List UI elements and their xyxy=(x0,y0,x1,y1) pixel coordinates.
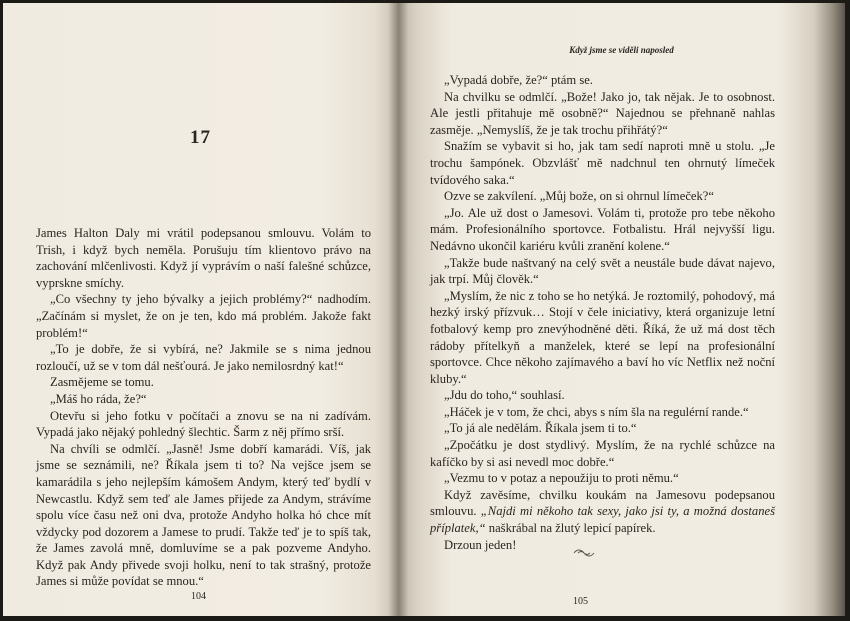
paragraph: Na chvilku se odmlčí. „Bože! Jako jo, tak nějak. Je to osobnost. Ale jestli přitahuje mě osobně?“ Najednou se přehnaně nahlas zasměje. „Nemyslíš, že je tak trochu přihřátý?“ xyxy=(430,89,775,137)
paragraph-text: naškrábal na žlutý lepicí papírek. xyxy=(488,521,656,536)
closing-line: Drzoun jeden! xyxy=(444,537,517,552)
running-head: Když jsme se viděli naposled xyxy=(569,45,674,55)
chapter-number: 17 xyxy=(190,127,211,148)
left-page xyxy=(3,3,398,616)
paragraph-text: Když zavěsíme, chvilku koukám na Jamesovu podepsanou smlouvu. xyxy=(430,487,775,519)
paragraph: James Halton Daly mi vrátil podepsanou smlouvu. Volám to Trish, i když bych neměla. Porušuju tím klientovo právo na zachování mlčenlivosti. Když jí vyprávím o naší falešné schůzce, vyprskne smíchy. xyxy=(36,226,371,290)
paragraph: „Zpočátku je dost stydlivý. Myslím, že na rychlé schůzce na kafíčko by si asi nevedl moc dobře.“ xyxy=(430,438,775,469)
paragraph: „Takže bude naštvaný na celý svět a neustále bude dávat najevo, jak trpí. Můj člověk.“ xyxy=(430,255,775,287)
book-spread xyxy=(3,3,845,616)
right-page-body xyxy=(430,72,775,553)
paragraph: „Co všechny ty jeho bývalky a jejich problémy?“ nadhodím. „Začínám si myslet, že on je ten, kdo má problém. Jakože fakt problém!“ xyxy=(36,292,371,340)
paragraph: „Vezmu to v potaz a nepoužiju to proti němu.“ xyxy=(444,471,679,486)
paragraph: „Máš ho ráda, že?“ xyxy=(50,391,147,406)
paragraph: Zasmějeme se tomu. xyxy=(50,375,154,390)
paragraph: Otevřu si jeho fotku v počítači a znovu se na ni zadívám. Vypadá jako nějaký pohledný šlechtic. Šarm z něj přímo srší. xyxy=(36,408,371,440)
flourish-ornament-icon xyxy=(572,548,596,558)
italic-quote: „Najdi mi někoho tak sexy, jako jsi ty, a možná dostaneš příplatek,“ xyxy=(430,504,775,536)
left-page-body xyxy=(36,225,371,590)
paragraph: Ozve se zakvílení. „Můj bože, on si ohrnul límeček?“ xyxy=(444,189,714,204)
paragraph: Na chvíli se odmlčí. „Jasně! Jsme dobří kamarádi. Víš, jak jsme se seznámili, ne? Říkala jsem ti to? Na vejšce jsem se kamarádila s jeho nejlepším kámošem Andym, který teď bydlí v Newcastlu. Když sem teď ale James přijede za Andym, strávíme spolu více času než oni dva, protože Andyho holka hó chce mít vždycky pod dozorem a Jamese to prudí. Takže teď je to spíš tak, že James zavolá mně, domluvíme se a pak pozveme Andyho. Když pak Andy přivede svoji holku, není to tak strašný, protože James si může povídat se mnou.“ xyxy=(36,441,371,589)
paragraph: „Myslím, že nic z toho se ho netýká. Je roztomilý, pohodový, má hezký irský přízvuk… Stojí v čele iniciativy, která organizuje letní fotbalový kemp pro znevýhodněné děti. Říká, že už má dost těch rádoby přítelkyň a manželek, které se lepí na profesionální sportovce. Chce někoho zajímavého a baví ho víc Netflix než noční kluby.“ xyxy=(430,288,775,386)
paragraph: „To je dobře, že si vybírá, ne? Jakmile se s nima jednou rozloučí, už se v tom dál nešťourá. Je jako nemilosrdný kat!“ xyxy=(36,342,371,373)
paragraph: „Jo. Ale už dost o Jamesovi. Volám ti, protože pro tebe někoho mám. Profesionálního sportovce. Fotbalistu. Hrál nejvyšší ligu. Nedávno ukončil kariéru kvůli zranění kolene.“ xyxy=(430,205,775,253)
page-number-right: 105 xyxy=(573,596,588,607)
right-page xyxy=(398,3,845,616)
paragraph: „Háček je v tom, že chci, abys s ním šla na regulérní rande.“ xyxy=(444,404,749,419)
paragraph: „To já ale nedělám. Říkala jsem ti to.“ xyxy=(444,421,637,436)
page-number-left: 104 xyxy=(191,591,206,602)
paragraph: „Jdu do toho,“ souhlasí. xyxy=(444,388,565,403)
paragraph: „Vypadá dobře, že?“ ptám se. xyxy=(444,73,593,87)
paragraph: Snažím se vybavit si ho, jak tam sedí naproti mně u stolu. „Je trochu šampónek. Obzvlášť mě nadchnul ten ohrnutý límeček tvídového saka.“ xyxy=(430,139,775,187)
book-gutter xyxy=(388,3,408,616)
paragraph xyxy=(430,487,775,537)
